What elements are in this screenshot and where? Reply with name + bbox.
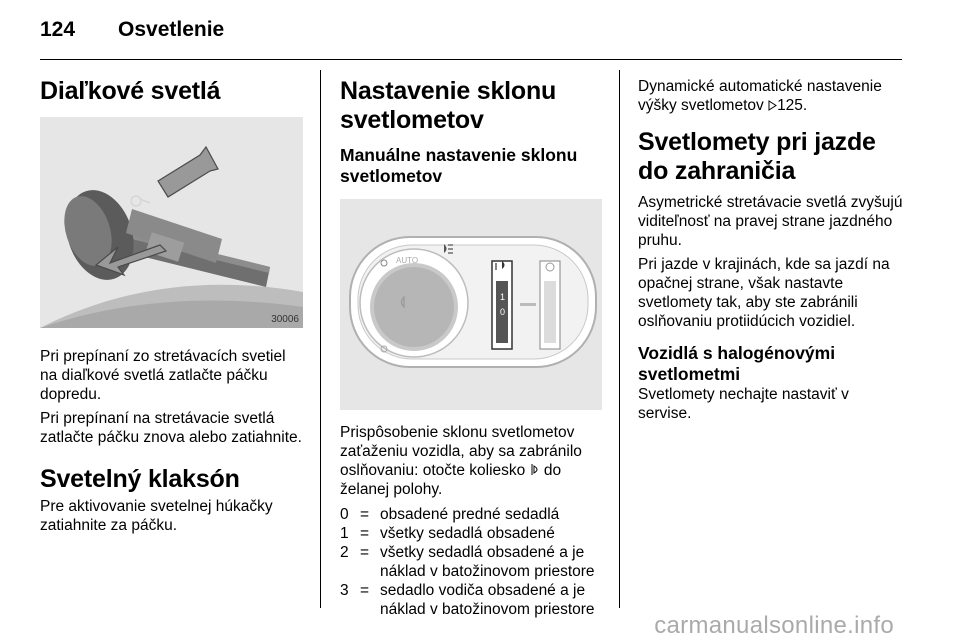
paragraph-headlight-flash: Pre aktivovanie svetelnej húkačky zatiahnite za páčku. [40, 498, 273, 534]
watermark: carmanualsonline.info [654, 612, 894, 639]
page-reference-arrow-icon [768, 100, 777, 111]
paragraph-high-beam-on: Pri prepínaní zo stretávacích svetiel na diaľkové svetlá zatlačte páčku dopredu. [40, 348, 286, 403]
column-1 [40, 70, 305, 535]
section-heading-high-beam: Diaľkové svetlá [40, 77, 221, 105]
column-2 [340, 70, 605, 619]
header-rule [40, 59, 902, 60]
subheading-halogen: Vozidlá s halogénovými svetlometmi [638, 343, 836, 384]
list-item: 2 = všetky sedadlá obsadené a je náklad v batožinovom priestore [340, 544, 595, 580]
figure-light-switch [340, 199, 602, 410]
column-divider-1 [320, 70, 321, 608]
paragraph-asymmetric-beam: Asymetrické stretávacie svetlá zvyšujú viditeľnosť na pravej strane jazdného pruhu. [638, 194, 903, 249]
column-divider-2 [619, 70, 620, 608]
figure-id: 30006 [271, 314, 299, 325]
paragraph-range-adjust: Prispôsobenie sklonu svetlometov zaťaženiu vozidla, aby sa zabránilo oslňovaniu: otočte koliesko do želanej polohy. [340, 424, 582, 498]
page-reference: 125. [777, 97, 808, 114]
section-heading-headlight-range: Nastavenie sklonu svetlometov [340, 77, 557, 134]
paragraph-high-beam-off: Pri prepínaní na stretávacie svetlá zatlačte páčku znova alebo zatiahnite. [40, 410, 302, 446]
subheading-manual-range: Manuálne nastavenie sklonu svetlometov [340, 145, 578, 186]
stalk-illustration [40, 117, 303, 328]
svg-text:0: 0 [500, 307, 506, 317]
paragraph-halogen: Svetlomety nechajte nastaviť v servise. [638, 386, 849, 422]
column-3 [638, 70, 903, 423]
svg-text:1: 1 [500, 292, 506, 302]
paragraph-driving-abroad: Pri jazde v krajinách, kde sa jazdí na opačnej strane, však nastavte svetlomety tak, aby ste zabránili oslňovaniu protiidúcich vozidiel. [638, 256, 890, 330]
switch-label-auto: AUTO [396, 256, 419, 265]
figure-high-beam-stalk [40, 117, 303, 328]
headlight-range-icon [530, 463, 540, 476]
page-title: Osvetlenie [118, 18, 225, 41]
list-item: 0 = obsadené predné sedadlá [340, 506, 560, 523]
list-item: 3 = sedadlo vodiča obsadené a je náklad v batožinovom priestore [340, 582, 595, 618]
section-heading-driving-abroad: Svetlomety pri jazde do zahraničia [638, 128, 876, 185]
paragraph-dynamic-range: Dynamické automatické nastavenie výšky svetlometov 125. [638, 78, 882, 114]
section-heading-headlight-flash: Svetelný klaksón [40, 465, 240, 493]
range-positions-list [340, 505, 605, 619]
page-number: 124 [40, 18, 76, 41]
light-switch-illustration [340, 199, 602, 410]
list-item: 1 = všetky sedadlá obsadené [340, 525, 555, 542]
